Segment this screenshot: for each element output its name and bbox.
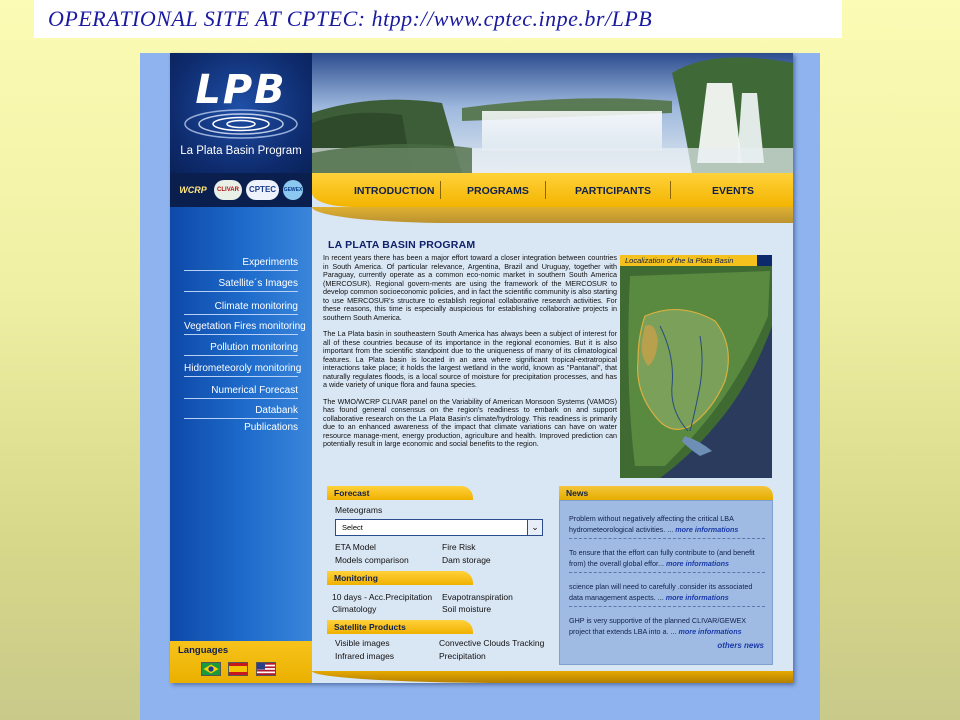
footer-swoosh: [312, 671, 793, 683]
la-plata-basin-map: [620, 266, 772, 478]
evapotranspiration-link[interactable]: Evapotranspiration: [442, 592, 513, 602]
visible-images-link[interactable]: Visible images: [335, 638, 390, 648]
infrared-images-link[interactable]: Infrared images: [335, 651, 395, 661]
convective-clouds-link[interactable]: Convective Clouds Tracking: [439, 638, 545, 648]
news-panel: [559, 500, 773, 665]
sidebar-item-databank[interactable]: Databank: [184, 405, 298, 419]
meteograms-label[interactable]: Meteograms: [335, 505, 383, 515]
site-subtitle: La Plata Basin Program: [180, 145, 302, 157]
more-informations-link[interactable]: more informations: [678, 627, 742, 636]
sidebar-item-hidrometeoroly[interactable]: Hidrometeoroly monitoring: [184, 363, 298, 377]
clivar-logo[interactable]: CLIVAR: [214, 180, 242, 200]
news-text: Problem without negatively affecting the critical LBA hydrometeorological activities. ...: [569, 514, 734, 534]
acc-precipitation-link[interactable]: 10 days - Acc.Precipitation: [332, 592, 433, 602]
website-page: [170, 53, 793, 683]
sidebar-menu: [170, 207, 312, 683]
spain-flag-icon[interactable]: [228, 662, 248, 676]
nav-participants[interactable]: PARTICIPANTS: [575, 185, 652, 197]
partner-logos: [170, 173, 312, 207]
news-header: News: [559, 486, 773, 500]
intro-paragraph: The La Plata basin in southeastern South America has always been a subject of interest for all of these countries because of its importance in the regional economies. But it is also important from the scientific standpoint due to the uniqueness of many of its climatological features. La Plata basin is located in an area where significant tropical-extratropical interactions take place; it holds the largest wetland in the world, known as "Pantanal", that naturally regulates floods, is a local source of moisture for precipitation processes, and has a wide variety of unique flora and fauna species.: [323, 329, 617, 389]
dam-storage-link[interactable]: Dam storage: [442, 555, 491, 565]
sidebar-item-satellite-images[interactable]: Satellite´s Images: [184, 278, 298, 292]
sidebar-item-pollution-monitoring[interactable]: Pollution monitoring: [184, 342, 298, 356]
logo-panel[interactable]: [170, 53, 312, 173]
more-informations-link[interactable]: more informations: [665, 559, 730, 568]
sidebar-item-publications[interactable]: Publications: [244, 422, 298, 433]
site-logo[interactable]: LPB: [195, 67, 287, 113]
wcrp-logo[interactable]: WCRP: [179, 185, 207, 195]
models-comparison-link[interactable]: Models comparison: [335, 555, 409, 565]
news-text: To ensure that the effort can fully contribute to (and benefit from) the overall global effor...: [569, 548, 755, 568]
basin-map[interactable]: [620, 255, 772, 478]
top-navigation: [312, 173, 793, 207]
intro-text: [323, 254, 617, 457]
news-item: [569, 581, 765, 607]
forecast-header: Forecast: [327, 486, 473, 500]
nav-divider: [545, 181, 546, 199]
languages-box: [170, 641, 312, 683]
languages-label: Languages: [178, 645, 229, 656]
slide-title: OPERATIONAL SITE AT CPTEC: htpp://www.cptec.inpe.br/LPB: [34, 0, 842, 38]
sidebar-item-vegetation-fires[interactable]: Vegetation Fires monitoring: [184, 321, 298, 335]
eta-model-link[interactable]: ETA Model: [335, 542, 376, 552]
select-value: Select: [342, 523, 363, 532]
monitoring-header: Monitoring: [327, 571, 473, 585]
nav-swoosh-decoration: [312, 207, 793, 223]
usa-flag-icon[interactable]: [256, 662, 276, 676]
nav-divider: [670, 181, 671, 199]
nav-events[interactable]: EVENTS: [712, 185, 755, 197]
sidebar-item-numerical-forecast[interactable]: Numerical Forecast: [184, 385, 298, 399]
sidebar-item-climate-monitoring[interactable]: Climate monitoring: [184, 301, 298, 315]
nav-divider: [440, 181, 441, 199]
gewex-logo[interactable]: GEWEX: [283, 180, 303, 200]
waterfall-image: [312, 53, 793, 173]
more-informations-link[interactable]: more informations: [665, 593, 729, 602]
waterfall-photo: [312, 53, 793, 173]
nav-programs[interactable]: PROGRAMS: [467, 185, 529, 197]
news-item: [569, 615, 765, 640]
chevron-down-icon[interactable]: ⌄: [527, 520, 542, 535]
news-text: GHP is very supportive of the planned CLIVAR/GEWEX project that extends LBA into a. ...: [569, 616, 747, 636]
news-item: [569, 513, 765, 539]
brazil-flag-icon[interactable]: [201, 662, 221, 676]
nav-introduction[interactable]: INTRODUCTION: [354, 185, 435, 197]
news-item: [569, 547, 765, 573]
intro-paragraph: In recent years there has been a major effort toward a closer integration between countries in South America. Of particular relevance, Argentina, Brazil and Uruguay, together with Paraguay, currently operate as a common eco-nomic market in southern South America (MERCOSUR). Regional govern-ments are using the framework of the MERCOSUR to develop common socioeconomic policies, and in fact the scientific community is also starting to use MERCOSUR's structure to establish regional collaborative research activities. For these reasons, this time is especially auspicious for establishing collaborative projects in southern South America.: [323, 253, 617, 322]
precipitation-link[interactable]: Precipitation: [439, 651, 486, 661]
page-title: LA PLATA BASIN PROGRAM: [328, 239, 476, 251]
meteogram-select[interactable]: [335, 519, 543, 536]
map-label: Localization of the la Plata Basin: [620, 255, 772, 266]
news-text: science plan will need to carefully .consider its associated data management aspects. ...: [569, 582, 753, 602]
satellite-header: Satellite Products: [327, 620, 473, 634]
fire-risk-link[interactable]: Fire Risk: [442, 542, 476, 552]
water-ripple-icon: [180, 107, 302, 141]
sidebar-item-experiments[interactable]: Experiments: [184, 257, 298, 271]
more-informations-link[interactable]: more informations: [675, 525, 739, 534]
climatology-link[interactable]: Climatology: [332, 604, 377, 614]
intro-paragraph: The WMO/WCRP CLIVAR panel on the Variability of American Monsoon Systems (VAMOS) has found general consensus on the region's readiness to embark on and support collaborative research on the La Plata Basin's climate/hydrology. This readiness is primarily due to an enhanced awareness of the impact that climate variations can have on water resource manage-ment, energy production, agriculture and health. Improved prediction can potentially result in large economic and social benefits to the region.: [323, 396, 617, 448]
cptec-logo[interactable]: CPTEC: [246, 180, 279, 200]
soil-moisture-link[interactable]: Soil moisture: [442, 604, 492, 614]
others-news-link[interactable]: others news: [717, 641, 764, 650]
